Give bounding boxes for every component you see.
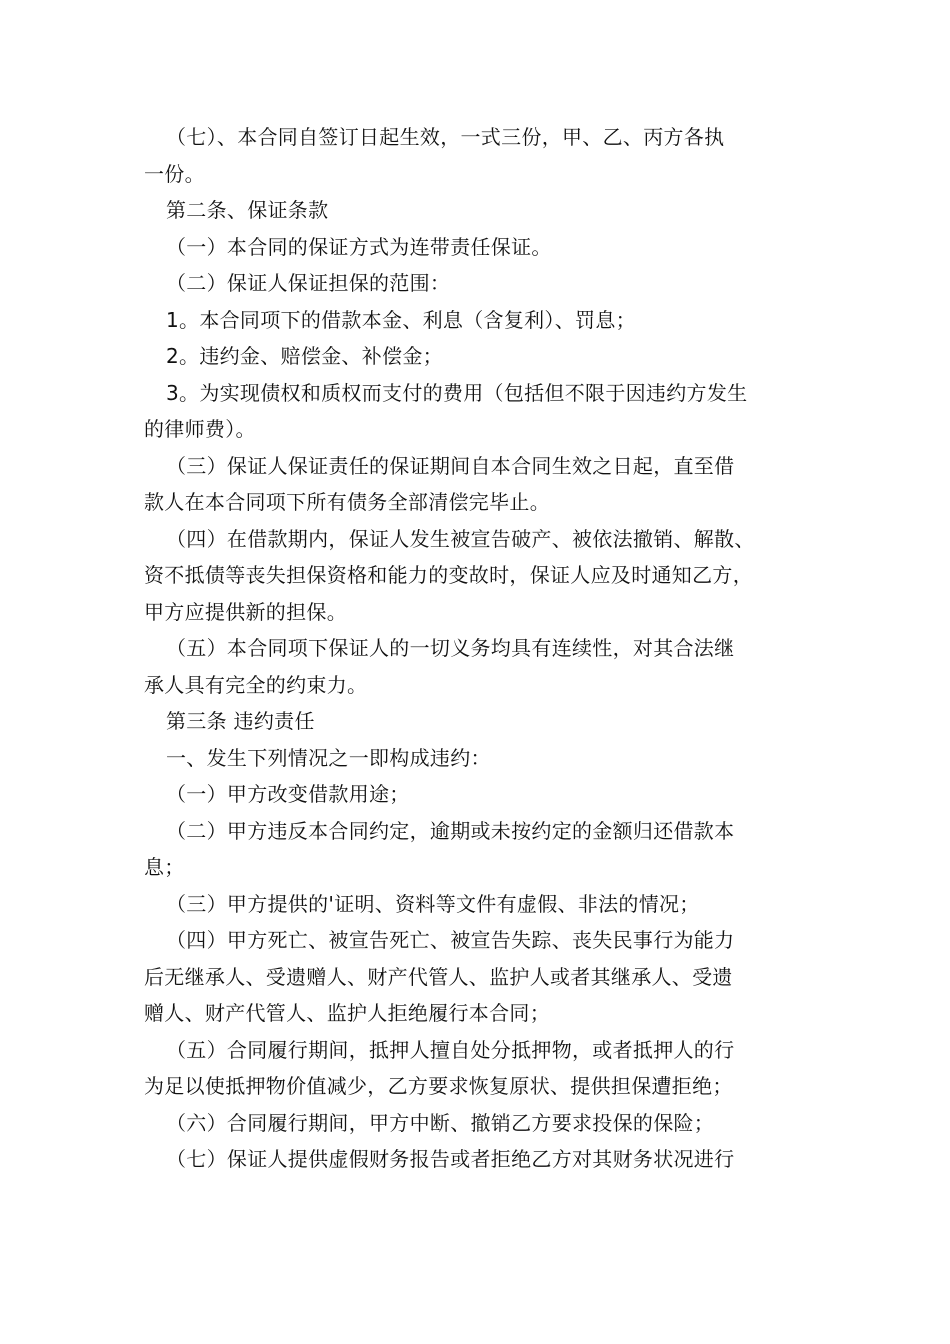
text-line: （一）本合同的保证方式为连带责任保证。 (166, 234, 552, 259)
text-line: 第二条、保证条款 (166, 198, 329, 222)
text-line: 一、发生下列情况之一即构成违约： (166, 745, 491, 770)
text-line: （三）保证人保证责任的保证期间自本合同生效之日起，直至借 (166, 453, 735, 478)
text-line: （五）本合同项下保证人的一切义务均具有连续性，对其合法继 (166, 636, 735, 660)
text-line: 的律师费）。 (144, 417, 256, 441)
text-line: 资不抵债等丧失担保资格和能力的变故时，保证人应及时通知乙方， (144, 563, 753, 587)
text-line: 赠人、财产代管人、监护人拒绝履行本合同； (144, 1001, 550, 1025)
text-line: （三）甲方提供的'证明、资料等文件有虚假、非法的情况； (166, 891, 700, 916)
text-line: 一份。 (144, 161, 205, 186)
text-line: 为足以使抵押物价值减少，乙方要求恢复原状、提供担保遭拒绝； (144, 1074, 733, 1098)
text-line: 第三条 违约责任 (166, 709, 315, 733)
text-line: 甲方应提供新的担保。 (144, 599, 347, 624)
text-line: 后无继承人、受遗赠人、财产代管人、监护人或者其继承人、受遗 (144, 964, 733, 989)
text-line: （二）保证人保证担保的范围： (166, 271, 451, 295)
text-line: 息； (144, 855, 185, 879)
text-line: 2。违约金、赔偿金、补偿金； (166, 344, 443, 368)
text-line: （四）甲方死亡、被宣告死亡、被宣告失踪、丧失民事行为能力 (166, 928, 735, 952)
text-line: 1。本合同项下的借款本金、利息（含复利）、罚息； (166, 307, 636, 332)
text-line: 承人具有完全的约束力。 (144, 672, 368, 697)
text-line: （五）合同履行期间，抵押人擅自处分抵押物，或者抵押人的行 (166, 1037, 735, 1062)
text-line: （二）甲方违反本合同约定，逾期或未按约定的金额归还借款本 (166, 818, 735, 843)
text-line: （四）在借款期内，保证人发生被宣告破产、被依法撤销、解散、 (166, 526, 755, 551)
text-line: （一）甲方改变借款用途； (166, 782, 410, 806)
text-line: （七）保证人提供虚假财务报告或者拒绝乙方对其财务状况进行 (166, 1147, 735, 1171)
text-line: （六）合同履行期间，甲方中断、撤销乙方要求投保的保险； (166, 1110, 715, 1135)
text-line: 3。为实现债权和质权而支付的费用（包括但不限于因违约方发生 (166, 380, 748, 405)
text-line: 款人在本合同项下所有债务全部清偿完毕止。 (144, 490, 550, 514)
document-body (144, 119, 810, 1178)
text-line: （七）、本合同自签订日起生效，一式三份，甲、乙、丙方各执 (166, 125, 725, 149)
